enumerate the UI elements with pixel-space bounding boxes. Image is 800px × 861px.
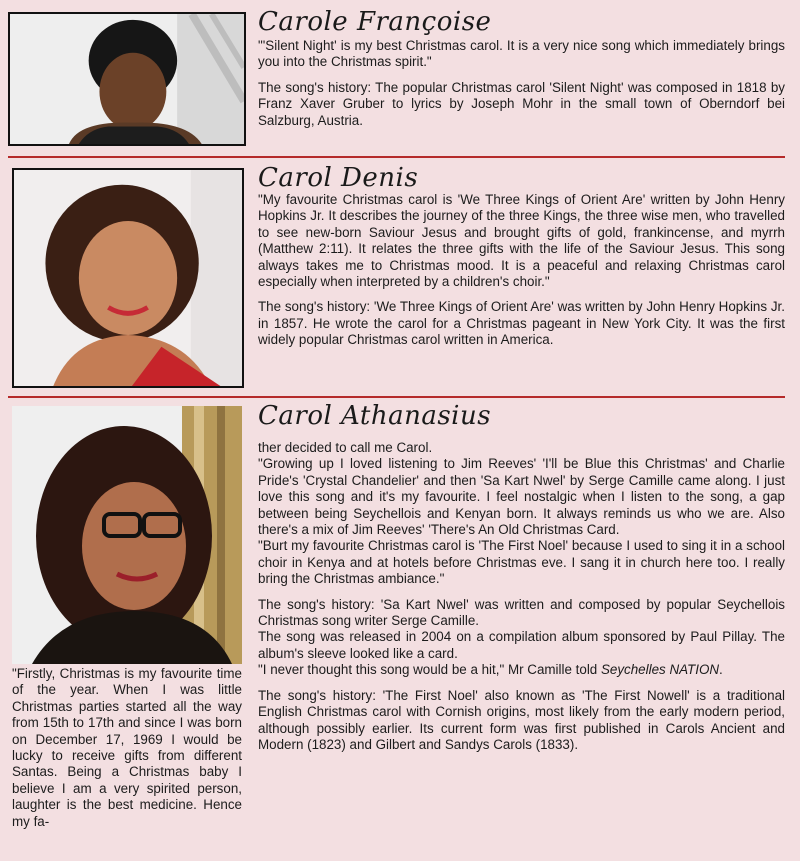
history-paragraph: The song was released in 2004 on a compilation album sponsored by Paul Pillay. The album's sleeve looked like a card. bbox=[258, 629, 785, 661]
quote-text: "I never thought this song would be a hit," Mr Camille told bbox=[258, 662, 601, 678]
history-paragraph: The song's history: 'The First Noel' also known as 'The First Nowell' is a traditional English Christmas carol with Cornish origins, most likely from the early modern period, although possibly earlier. Its current form was first published in Carols Ancient and Modern (1823) and Gilbert and Sandys Carols (1833). bbox=[258, 687, 785, 752]
article-text bbox=[258, 440, 785, 753]
continued-text: ther decided to call me Carol. bbox=[258, 440, 433, 455]
punctuation: . bbox=[719, 662, 723, 678]
portrait-photo-athanasius bbox=[12, 406, 242, 664]
quote-attribution-paragraph bbox=[258, 662, 785, 678]
history-paragraph: The song's history: 'We Three Kings of Orient Are' was written by John Henry Hopkins Jr. in 1857. He wrote the carol for a Christmas pageant in New York City. It was the first widely popular Christmas carol written in America. bbox=[258, 299, 785, 348]
quote-paragraph: "Firstly, Christmas is my favourite time of the year. When I was little Christmas parties started all the way from 15th to 17th and since I was born on December 17, 1969 I would be lucky to receive gifts from different Santas. Being a Christmas baby I believe I am a very spirited person, laughter is the best medicine. Hence my fa- bbox=[12, 666, 242, 829]
history-paragraph: The song's history: The popular Christmas carol 'Silent Night' was composed in 1818 by Franz Xaver Gruber to lyrics by Joseph Mohr in the small town of Oberndorf bei Salzburg, Austria. bbox=[258, 79, 785, 128]
person-name: Carol Denis bbox=[258, 163, 419, 193]
quote-paragraph: "Burt my favourite Christmas carol is 'The First Noel' because I used to sing it in a school choir in Kenya and at hotels before Christmas eve. I sang it in church here too. I really bring the Christmas ambiance." bbox=[258, 538, 785, 587]
quote-paragraph: "My favourite Christmas carol is 'We Three Kings of Orient Are' written by John Henry Hopkins Jr. It describes the journey of the three Kings, the three wise men, who travelled to see new-born Saviour Jesus and brought gifts of gold, frankincense, and myrrh (Matthew 2:11). It relates the three gifts with the life of the Saviour Jesus. This song always takes me to Christmas mood. It is a peaceful and relaxing Christmas carol especially when interpreted by a children's choir." bbox=[258, 192, 785, 290]
quote-paragraph: "'Silent Night' is my best Christmas carol. It is a very nice song which immediately brings you into the Christmas spirit." bbox=[258, 38, 785, 70]
person-name: Carole Françoise bbox=[258, 7, 492, 37]
quote-paragraph: "Growing up I loved listening to Jim Reeves' 'I'll be Blue this Christmas' and Charlie Pride's 'Crystal Chandelier' and then 'Sa Kart Nwel' by Serge Camille came along. I just love this song and it's my favourite. I feel nostalgic when I listen to the song, a gap between being Seychellois and Kenyan born. It always reminds us who we are. Also there's a mix of Jim Reeves' 'There's An Old Christmas Card. bbox=[258, 456, 785, 538]
person-name: Carol Athanasius bbox=[258, 401, 492, 431]
article-text-left-column bbox=[12, 666, 242, 830]
publication-name: Seychelles NATION bbox=[600, 662, 720, 678]
history-paragraph: The song's history: 'Sa Kart Nwel' was written and composed by popular Seychellois Christmas song writer Serge Camille. bbox=[258, 596, 785, 629]
